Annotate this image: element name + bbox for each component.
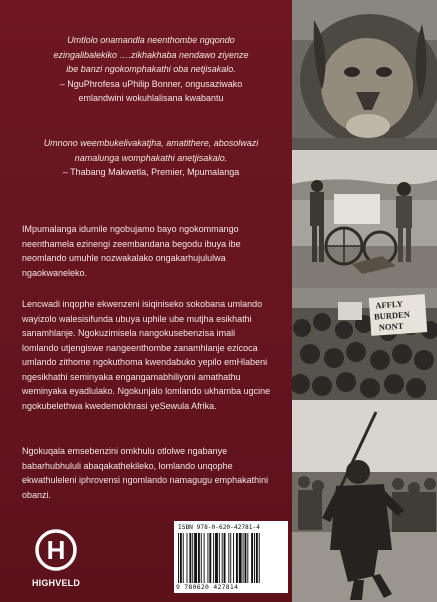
review-quote-2 bbox=[22, 136, 280, 180]
quote-2-text bbox=[22, 136, 280, 165]
barcode-bar bbox=[213, 533, 214, 583]
para-3-line-2: babarhubhululi abaqakathekileko, lomlando unqophe bbox=[22, 460, 233, 471]
photo-strip bbox=[292, 0, 437, 602]
barcode-bar bbox=[187, 533, 188, 583]
quote-2-line-1: Umnono weembukelivakatjha, amatithere, abosolwazi bbox=[43, 138, 259, 148]
quote-2-attr-line-1: – Thabang Makwetla, Premier, Mpumalanga bbox=[62, 167, 240, 177]
protest-sign-line-3: NONT bbox=[378, 320, 404, 333]
barcode-bars bbox=[178, 533, 284, 583]
para-3-line-1: Ngokuqala emsebenzini omkhulu otlolwe ngabanye bbox=[22, 446, 228, 456]
barcode-bar bbox=[209, 533, 211, 583]
publisher-logo bbox=[30, 528, 82, 588]
quote-2-attribution bbox=[22, 165, 280, 180]
quote-1-line-2: ezingalibalekiko ….zikhakhaba nendawo ziyenze bbox=[53, 49, 249, 60]
barcode-bar bbox=[230, 533, 231, 583]
para-1-line-3: neomlando umuhle nozwakalako ongakarhujululwa bbox=[22, 253, 226, 263]
dancing-man-photo bbox=[292, 400, 437, 602]
para-3-line-3: ekwathuleleni iphrovensi ngomlando namagugu emphakathini bbox=[22, 475, 269, 485]
barcode-bar bbox=[239, 533, 242, 583]
quote-1-attr-line-1: – NguPhrofesa uPhilip Bonner, ongusaziwako bbox=[59, 78, 243, 89]
barcode-bar bbox=[259, 533, 260, 583]
barcode-bar bbox=[251, 533, 253, 583]
quote-1-text bbox=[22, 33, 280, 77]
quote-2-line-2: namalunga womphakathi anetjisakalo. bbox=[74, 152, 228, 163]
lion-head-photo bbox=[292, 0, 437, 150]
barcode-bar bbox=[222, 533, 223, 583]
para-2-line-1: Lencwadi inqophe ekwenzeni isiqiniseko sokobana umlando bbox=[22, 299, 263, 309]
barcode-bar bbox=[183, 533, 184, 583]
para-2-line-6: ngesikhathi seminyaka engangamabhiliyoni amathathu bbox=[22, 371, 241, 382]
para-1-line-1: IMpumalanga idumile ngobujamo bayo ngokommango bbox=[22, 224, 239, 234]
highveld-h-icon bbox=[34, 528, 78, 572]
isbn-label: ISBN 978-0-620-42781-4 bbox=[178, 524, 260, 531]
barcode-bar bbox=[189, 533, 191, 583]
hunters-with-wagon-photo bbox=[292, 150, 437, 288]
barcode-bar bbox=[192, 533, 193, 583]
description-paragraph-3 bbox=[22, 444, 280, 502]
quote-1-line-1: Umtlolo onamandla neenthombe ngqondo bbox=[67, 35, 235, 45]
para-2-line-2: wayizolo walesisifunda ubuya uphile ube mutjha esikhathi bbox=[22, 313, 252, 324]
barcode-bar bbox=[178, 533, 179, 583]
barcode-bar bbox=[224, 533, 226, 583]
barcode-bar bbox=[233, 533, 234, 583]
publisher-name: HIGHVELD bbox=[31, 578, 81, 588]
quote-1-attribution bbox=[22, 77, 280, 106]
barcode-bar bbox=[256, 533, 258, 583]
barcode-bar bbox=[236, 533, 238, 583]
protest-sign-line-1: AFFLY bbox=[374, 298, 404, 311]
para-2-line-5: umlando zithome ngokuthoma kwendabuko yepilo emHlabeni bbox=[22, 357, 268, 367]
barcode-bar bbox=[194, 533, 197, 583]
para-2-line-7: weminyaka eyadlulako. Ngokunjalo lomlando ukhamba ugcine bbox=[22, 386, 271, 396]
isbn-barcode bbox=[174, 521, 288, 593]
para-2-line-8: ngokubelethwa kwedemokhrasi yeSewula Afrika. bbox=[22, 400, 217, 411]
quote-1-attr-line-2: emlandwini wokuhlalisana kwabantu bbox=[78, 93, 224, 103]
para-2-line-4: lomlando utjengiswe nangeenthombe zanamhlanje ezicoca bbox=[22, 342, 258, 353]
description-paragraph-2 bbox=[22, 297, 280, 413]
protest-sign-line-2: BURDEN bbox=[373, 309, 411, 322]
para-2-line-3: sanamhlanje. Ngokuzimisela nangokusebenzisa imali bbox=[22, 328, 236, 338]
barcode-bar bbox=[198, 533, 200, 583]
barcode-bar bbox=[254, 533, 255, 583]
barcode-bar bbox=[243, 533, 244, 583]
para-1-line-2: neenthamela ezinengi zeembandana begodu ibuya ibe bbox=[22, 238, 241, 249]
barcode-bar bbox=[201, 533, 202, 583]
barcode-bar bbox=[247, 533, 248, 583]
barcode-bar bbox=[219, 533, 220, 583]
protest-crowd-photo bbox=[292, 288, 437, 400]
review-quote-1 bbox=[22, 33, 280, 106]
quote-1-line-3: ibe banzi ngokomphakathi oba netjisakalo. bbox=[66, 64, 236, 74]
logo-letter: H bbox=[46, 535, 66, 565]
barcode-bar bbox=[204, 533, 205, 583]
barcode-bar bbox=[207, 533, 208, 583]
description-paragraph-1 bbox=[22, 222, 280, 280]
para-3-line-4: obanzi. bbox=[22, 489, 52, 500]
isbn-digits: 9 780620 427814 bbox=[176, 583, 239, 591]
barcode-bar bbox=[180, 533, 182, 583]
barcode-bar bbox=[245, 533, 247, 583]
barcode-bar bbox=[228, 533, 229, 583]
barcode-bar bbox=[215, 533, 218, 583]
para-1-line-4: ngaokwaneleko. bbox=[22, 267, 88, 278]
